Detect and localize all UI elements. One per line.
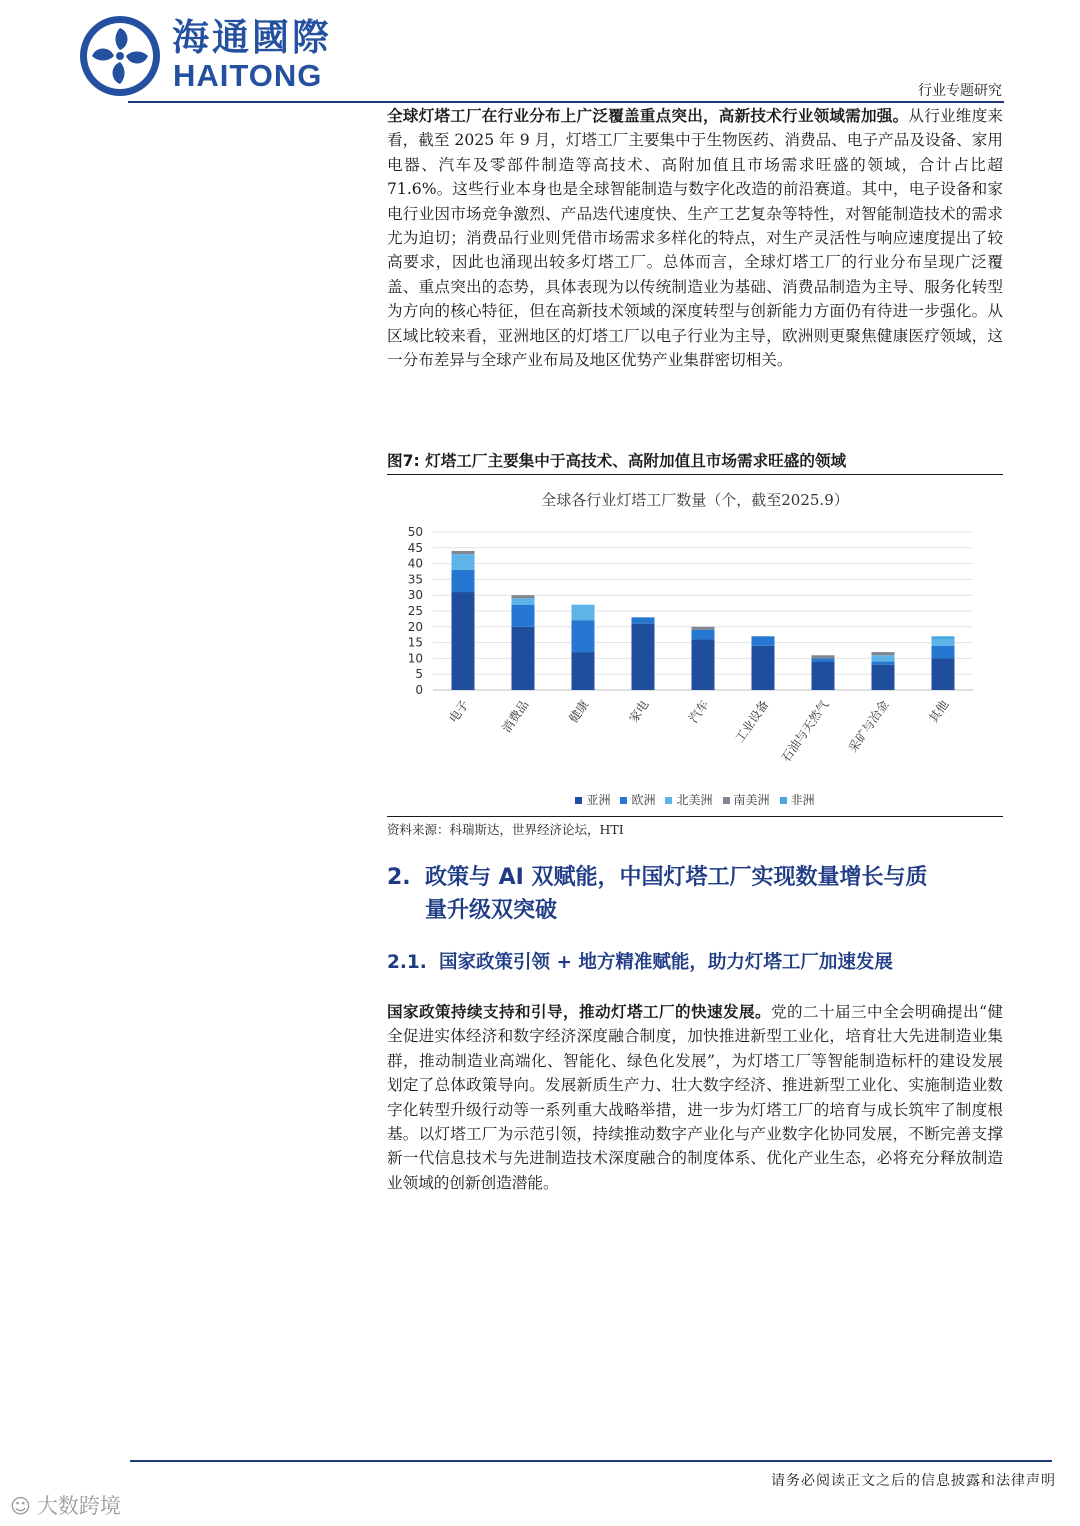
bar-segment: [872, 662, 895, 665]
section-title-line1: 政策与 AI 双赋能，中国灯塔工厂实现数量增长与质: [425, 865, 928, 890]
section-title-line2: 量升级双突破: [425, 898, 558, 923]
bar-segment: [452, 551, 475, 554]
bar-segment: [692, 630, 715, 639]
figure-top-rule: [387, 474, 1003, 475]
paragraph-policy-support: [387, 1000, 1003, 1195]
subsection-number: 2.1.: [387, 952, 427, 973]
legend-label: 南美洲: [733, 793, 770, 807]
bar-segment: [932, 646, 955, 659]
watermark: [10, 1490, 121, 1520]
watermark-text: 大数跨境: [36, 1494, 121, 1518]
legend-item: [665, 791, 712, 808]
x-tick-label: 石油与天然气: [778, 697, 832, 765]
bar-segment: [932, 636, 955, 639]
stacked-bar-chart: [387, 520, 1003, 785]
y-tick-label: 30: [407, 588, 423, 603]
legend-item: [780, 791, 815, 808]
bar-segment: [512, 595, 535, 598]
x-tick-label: 工业设备: [732, 697, 772, 746]
legend-item: [723, 791, 770, 808]
subsection-title: 国家政策引领 + 地方精准赋能，助力灯塔工厂加速发展: [439, 952, 893, 973]
figure-source: 资料来源：科瑞斯达，世界经济论坛，HTI: [387, 822, 624, 837]
bar-segment: [572, 652, 595, 690]
x-tick-label: 其他: [926, 697, 952, 726]
y-tick-label: 40: [407, 556, 423, 571]
y-tick-label: 20: [407, 619, 423, 634]
y-tick-label: 15: [407, 635, 423, 650]
footer-disclaimer: 请务必阅读正文之后的信息披露和法律声明: [771, 1473, 1056, 1489]
y-tick-label: 45: [407, 540, 423, 555]
bar-segment: [512, 605, 535, 627]
chart-title: 全球各行业灯塔工厂数量（个，截至2025.9）: [541, 491, 849, 509]
y-tick-label: 5: [415, 667, 423, 682]
x-tick-label: 健康: [566, 697, 592, 726]
report-type: 行业专题研究: [918, 83, 1002, 99]
legend-swatch: [723, 797, 730, 804]
paragraph-industry-distribution: [387, 104, 1003, 372]
x-tick-label: 电子: [446, 697, 472, 726]
legend-label: 非洲: [790, 793, 815, 807]
bar-segment: [452, 570, 475, 592]
y-tick-label: 35: [407, 572, 423, 587]
bar-segment: [812, 662, 835, 690]
bar-segment: [692, 627, 715, 630]
bar-segment: [512, 627, 535, 690]
bar-segment: [632, 624, 655, 690]
paragraph-lead: 国家政策持续支持和引导，推动灯塔工厂的快速发展。: [387, 1002, 772, 1021]
watermark-icon: ☺: [10, 1494, 31, 1518]
bar-segment: [812, 658, 835, 661]
haitong-logo: [78, 14, 162, 98]
bar-segment: [452, 554, 475, 570]
figure-bottom-rule: [387, 816, 1003, 817]
section-2-1-heading: [387, 950, 893, 976]
paragraph-lead: 全球灯塔工厂在行业分布上广泛覆盖重点突出，高新技术行业领域需加强。: [387, 106, 909, 125]
bar-segment: [692, 639, 715, 690]
bar-segment: [452, 592, 475, 690]
brand-name-cn: 海通國際: [172, 16, 332, 59]
footer-divider: [130, 1460, 1052, 1462]
y-tick-label: 0: [415, 683, 423, 697]
paragraph-body: 党的二十届三中全会明确提出“健全促进实体经济和数字经济深度融合制度，加快推进新型工业化，培育壮大先进制造业集群，推动制造业高端化、智能化、绿色化发展”，为灯塔工厂等智能制造标杆的建设发展划定了总体政策导向。发展新质生产力、壮大数字经济、推进新型工业化、实施制造业数字化转型升级行动等一系列重大战略举措，进一步为灯塔工厂的培育与成长筑牢了制度根基。以灯塔工厂为示范引领，持续推动数字产业化与产业数字化协同发展，不断完善支撑新一代信息技术与先进制造技术深度融合的制度体系、优化产业生态，必将充分释放制造业领域的创新创造潜能。: [387, 1003, 1003, 1192]
header-divider: [128, 101, 1004, 103]
legend-label: 北美洲: [676, 793, 713, 807]
bar-segment: [932, 658, 955, 690]
figure-caption: 图7: 灯塔工厂主要集中于高技术、高附加值且市场需求旺盛的领域: [387, 452, 847, 470]
brand-name-en: HAITONG: [173, 58, 323, 93]
chart-legend: [387, 791, 1003, 808]
legend-swatch: [665, 797, 672, 804]
y-tick-label: 50: [407, 525, 423, 539]
bar-segment: [932, 639, 955, 645]
legend-swatch: [620, 797, 627, 804]
bar-segment: [752, 636, 775, 645]
legend-item: [620, 791, 655, 808]
bar-segment: [512, 598, 535, 604]
legend-item: [575, 791, 610, 808]
bar-segment: [872, 652, 895, 655]
legend-label: 亚洲: [586, 793, 611, 807]
bar-segment: [812, 655, 835, 658]
bar-segment: [752, 646, 775, 690]
paragraph-body: 从行业维度来看，截至 2025 年 9 月，灯塔工厂主要集中于生物医药、消费品、电子产品及设备、家用电器、汽车及零部件制造等高技术、高附加值且市场需求旺盛的领域，合计占比超 71.6%。这些行业本身也是全球智能制造与数字化改造的前沿赛道。其中，电子设备和家电行业因市场竞争激烈、产品迭代速度快、生产工艺复杂等特性，对智能制造技术的需求尤为迫切；消费品行业则凭借市场需求多样化的特点，对生产灵活性与响应速度提出了较高要求，因此也涌现出较多灯塔工厂。总体而言，全球灯塔工厂的行业分布呈现广泛覆盖、重点突出的态势，具体表现为以传统制造业为基础、消费品制造为主导、服务化转型为方向的核心特征，但在高新技术领域的深度转型与创新能力方面仍有待进一步强化。从区域比较来看，亚洲地区的灯塔工厂以电子行业为主导，欧洲则更聚焦健康医疗领域，这一分布差异与全球产业布局及地区优势产业集群密切相关。: [387, 107, 1003, 370]
bar-segment: [572, 605, 595, 621]
bar-segment: [572, 620, 595, 652]
legend-swatch: [780, 797, 787, 804]
x-tick-label: 消费品: [499, 697, 532, 736]
bar-segment: [872, 665, 895, 690]
legend-swatch: [575, 797, 582, 804]
legend-label: 欧洲: [631, 793, 656, 807]
section-number: 2.: [387, 865, 411, 890]
bar-segment: [872, 655, 895, 661]
x-tick-label: 汽车: [686, 697, 712, 726]
x-tick-label: 家电: [626, 697, 652, 726]
x-tick-label: 采矿与冶金: [845, 697, 892, 755]
y-tick-label: 10: [407, 651, 423, 666]
section-2-heading: [387, 861, 1007, 927]
bar-segment: [632, 617, 655, 623]
y-tick-label: 25: [407, 604, 423, 618]
